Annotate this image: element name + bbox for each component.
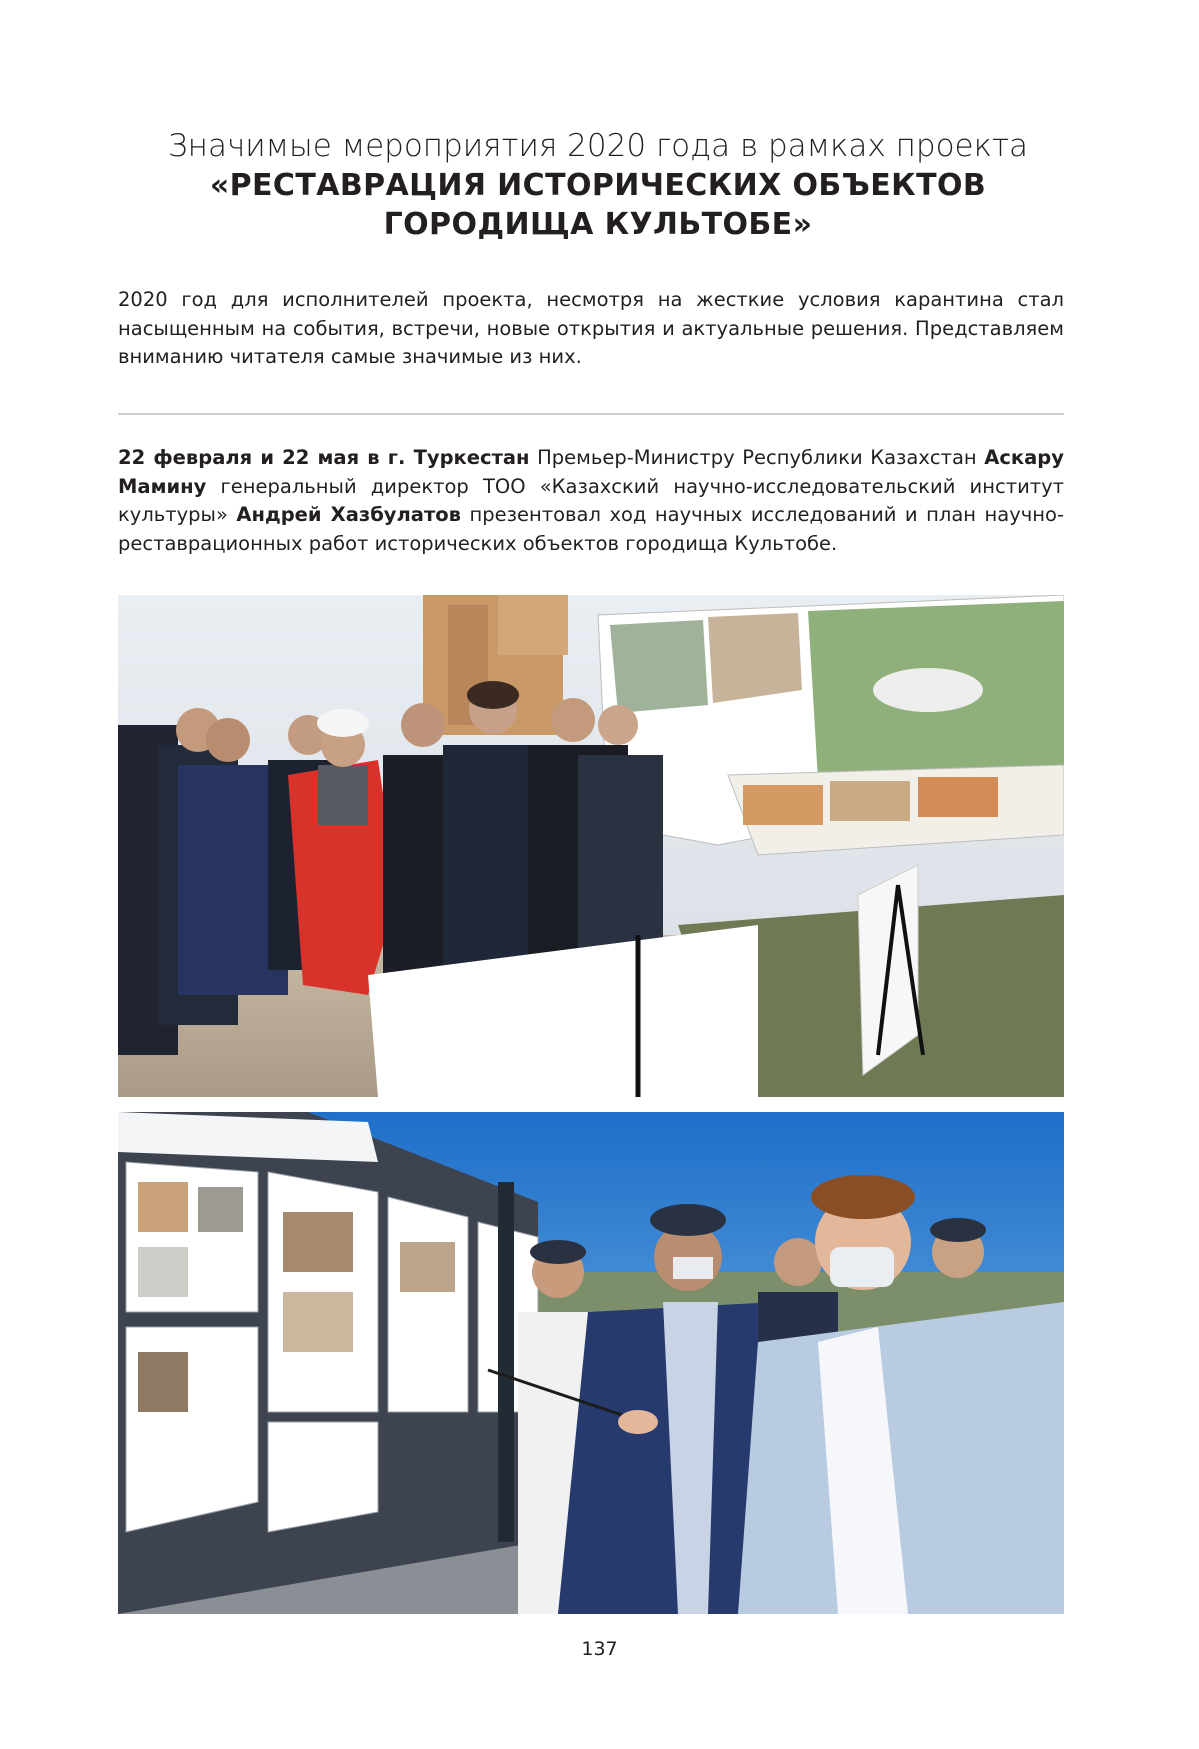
event-person-1: Аскару Мамину [118,446,1064,498]
event-text-1: Премьер-Министру Республики Казахстан [529,446,985,469]
page-number: 137 [581,1638,618,1660]
event-paragraph [118,444,1064,558]
event-person-2: Андрей Хазбулатов [236,503,461,526]
section-divider [118,413,1064,415]
intro-paragraph: 2020 год для исполнителей проекта, несмотря на жесткие условия карантина стал насыщенным на события, встречи, новые открытия и актуальные решения. Представляем вниманию читателя самые значимые из них. [118,288,1064,368]
title-project-name-line2: ГОРОДИЩА КУЛЬТОБЕ» [383,207,813,242]
event-photo-presentation-boards [118,595,1064,1097]
event-text-3: презентовал ход научных исследований и план научно-реставрационных работ исторических объектов городища Культобе. [118,503,1065,555]
page-title [118,126,1078,244]
event-photo-exhibition-stands [118,1112,1064,1614]
event-text-2: генеральный директор ТОО «Казахский научно-исследовательский институт культуры» [118,474,1064,526]
event-date-place: 22 февраля и 22 мая в г. Туркестан [118,446,530,469]
title-subheading: Значимые мероприятия 2020 года в рамках проекта [167,128,1029,164]
title-project-name-line1: «РЕСТАВРАЦИЯ ИСТОРИЧЕСКИХ ОБЪЕКТОВ [209,168,987,203]
